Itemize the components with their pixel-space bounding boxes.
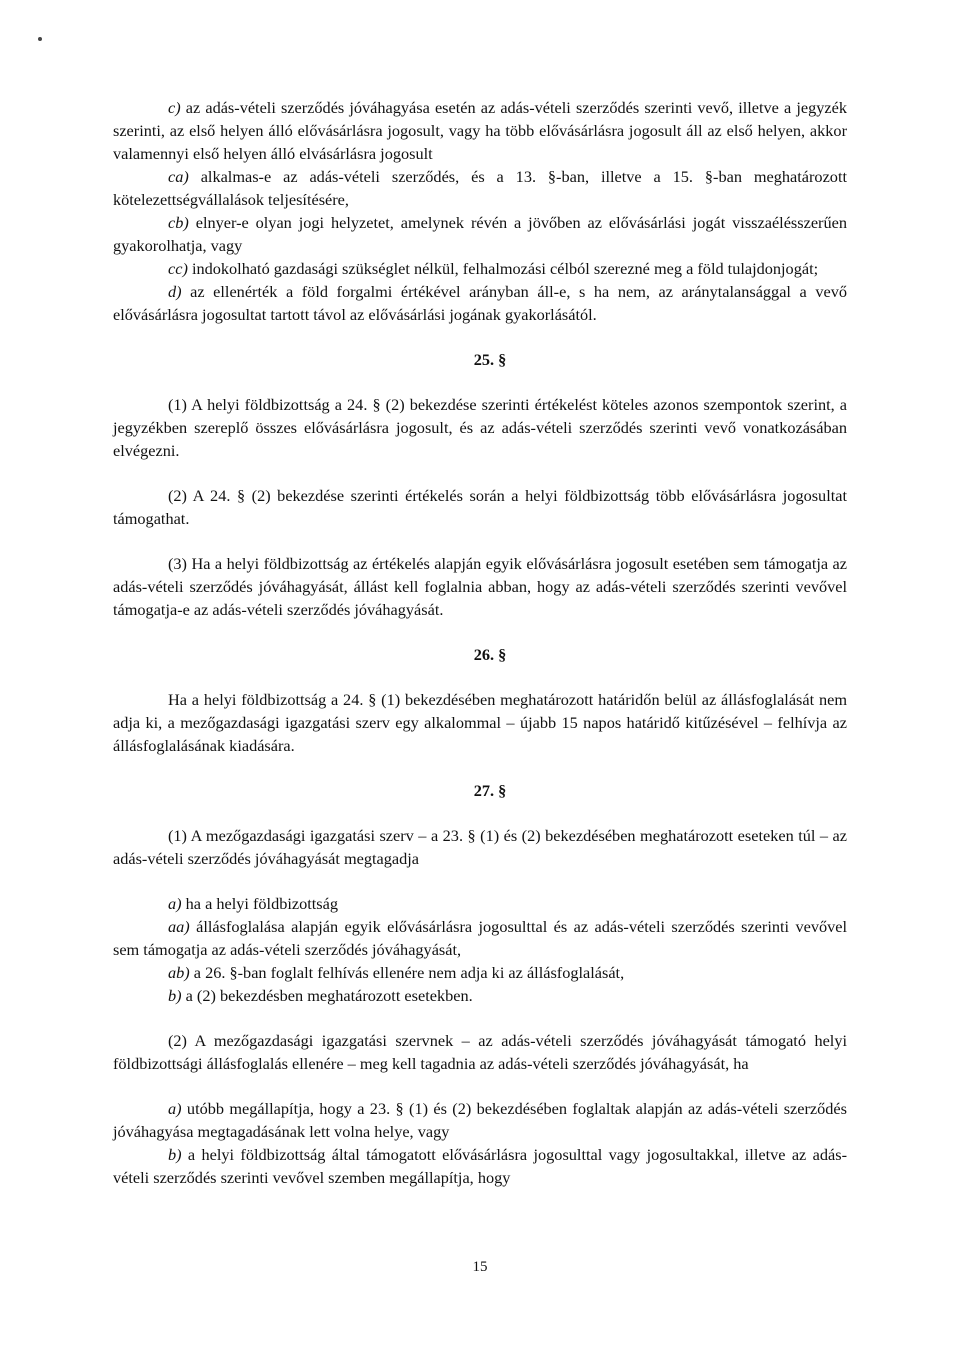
paragraph-ca <box>113 165 847 211</box>
section-27-item-ab <box>113 961 847 984</box>
section-25-para-2: (2) A 24. § (2) bekezdése szerinti értékelés során a helyi földbizottság több elővásárlásra jogosultat támogathat. <box>113 486 847 528</box>
paragraph-cb <box>113 211 847 257</box>
item-marker: cb) <box>168 213 189 232</box>
paragraph-d <box>113 280 847 326</box>
paragraph-text: állásfoglalása alapján egyik elővásárlásra jogosulttal és az adás-vételi szerződés szerinti vevővel sem támogatja az adás-vételi szerződés jóváhagyását, <box>113 917 847 959</box>
section-25-para-3: (3) Ha a helyi földbizottság az értékelés alapján egyik elővásárlásra jogosult esetében sem támogatja az adás-vételi szerződés jóváhagyását, állást kell foglalnia abban, hogy az adás-vételi szerződés szerinti vevővel támogatja-e az adás-vételi szerződés jóváhagyását. <box>113 554 847 619</box>
section-27-2-item-a <box>113 1097 847 1143</box>
paragraph-cc <box>113 257 847 280</box>
paragraph-text: ha a helyi földbizottság <box>181 894 338 913</box>
paragraph-text: az ellenérték a föld forgalmi értékével arányban áll-e, s ha nem, az aránytalansággal a vevő elővásárlásra jogosultat tartott távol az elővásárlási jogának gyakorlásától. <box>113 282 847 324</box>
scan-speck <box>38 37 42 41</box>
item-marker: a) <box>168 1099 182 1118</box>
item-marker: c) <box>168 98 181 117</box>
section-heading-26: 26. § <box>473 645 507 664</box>
item-marker: a) <box>168 894 182 913</box>
item-marker: d) <box>168 282 182 301</box>
section-27-item-a <box>113 892 847 915</box>
section-27-item-b <box>113 984 847 1007</box>
section-26-text: Ha a helyi földbizottság a 24. § (1) bekezdésében meghatározott határidőn belül az állásfoglalását nem adja ki, a mezőgazdasági igazgatási szerv egy alkalommal – újabb 15 napos határidő kitűzésével – felhívja az állásfoglalásának kiadására. <box>113 690 847 755</box>
page-number: 15 <box>472 1259 488 1275</box>
section-27-para-1: (1) A mezőgazdasági igazgatási szerv – a 23. § (1) és (2) bekezdésében meghatározott eseteken túl – az adás-vételi szerződés jóváhagyását megtagadja <box>113 826 847 868</box>
item-marker: b) <box>168 1145 182 1164</box>
item-marker: ca) <box>168 167 189 186</box>
item-marker: aa) <box>168 917 190 936</box>
section-27-item-aa <box>113 915 847 961</box>
section-heading-27: 27. § <box>473 781 507 800</box>
paragraph-text: alkalmas-e az adás-vételi szerződés, és a 13. §-ban, illetve a 15. §-ban meghatározott kötelezettségvállalások teljesítésére, <box>113 167 847 209</box>
paragraph-text: utóbb megállapítja, hogy a 23. § (1) és (2) bekezdésében foglaltak alapján az adás-vételi szerződés jóváhagyása megtagadásának lett volna helye, vagy <box>113 1099 847 1141</box>
section-25-para-1: (1) A helyi földbizottság a 24. § (2) bekezdése szerinti értékelést köteles azonos szempontok szerint, a jegyzékben szereplő összes elővásárlásra jogosult, és az adás-vételi szerződés szerinti vevő vonatkozásában elvégezni. <box>113 395 847 460</box>
paragraph-text: a helyi földbizottság által támogatott elővásárlásra jogosulttal vagy jogosultakkal, illetve az adás-vételi szerződés szerinti vevővel szemben megállapítja, hogy <box>113 1145 847 1187</box>
document-page <box>113 96 847 1189</box>
paragraph-text: indokolható gazdasági szükséglet nélkül, felhalmozási célból szerezné meg a föld tulajdonjogát; <box>187 259 819 278</box>
item-marker: cc) <box>168 259 188 278</box>
paragraph-text: elnyer-e olyan jogi helyzetet, amelynek révén a jövőben az elővásárlási jogát visszaélésszerűen gyakorolhatja, vagy <box>113 213 847 255</box>
section-27-para-2: (2) A mezőgazdasági igazgatási szervnek – az adás-vételi szerződés jóváhagyását támogató helyi földbizottsági állásfoglalás ellenére – meg kell tagadnia az adás-vételi szerződés jóváhagyását, ha <box>113 1031 847 1073</box>
paragraph-c <box>113 96 847 165</box>
paragraph-text: az adás-vételi szerződés jóváhagyása esetén az adás-vételi szerződés szerinti vevő, illetve a jegyzék szerinti, az első helyen álló elővásárlásra jogosult, vagy ha több elővásárlásra jogosult áll az első helyen, akkor valamennyi első helyen álló elvásárlásra jogosult <box>113 98 847 163</box>
paragraph-text: a 26. §-ban foglalt felhívás ellenére nem adja ki az állásfoglalását, <box>189 963 625 982</box>
paragraph-text: a (2) bekezdésben meghatározott esetekben. <box>181 986 473 1005</box>
item-marker: b) <box>168 986 182 1005</box>
item-marker: ab) <box>168 963 190 982</box>
section-27-2-item-b <box>113 1143 847 1189</box>
section-heading-25: 25. § <box>473 350 507 369</box>
